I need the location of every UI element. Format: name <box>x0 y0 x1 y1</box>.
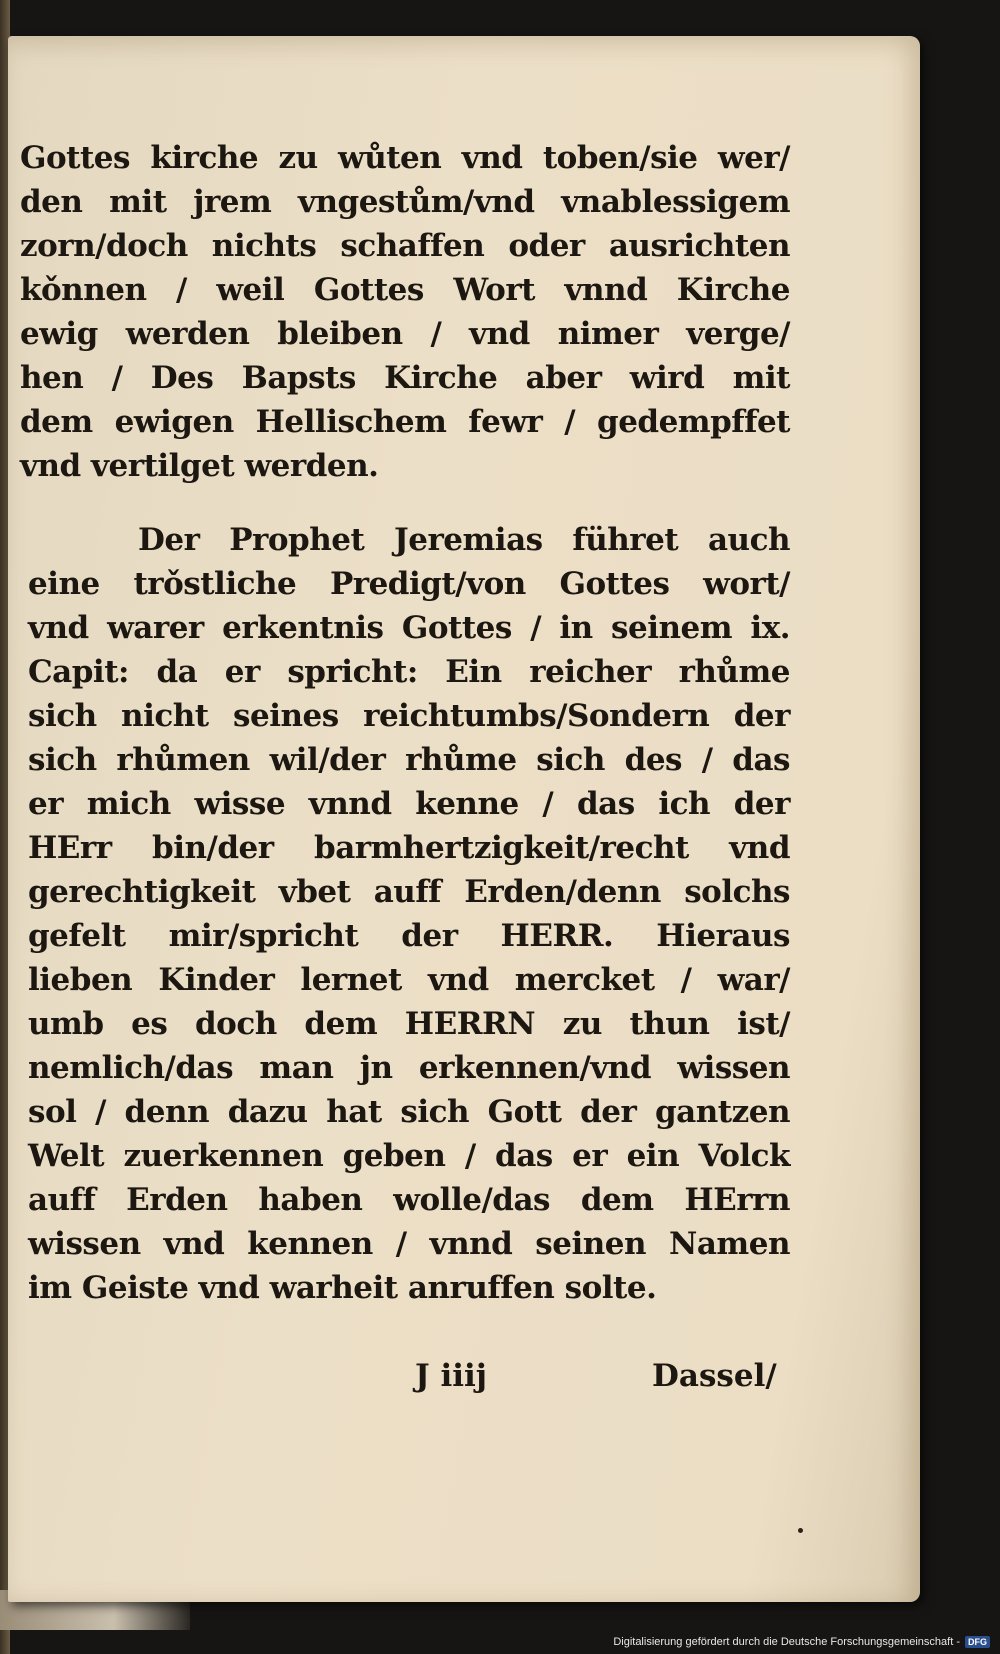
text-line: den mit jrem vngestům/vnd vnablessigem <box>20 184 790 220</box>
page-text <box>20 136 790 1394</box>
paragraph-1 <box>20 136 790 488</box>
dfg-logo-icon: DFG <box>965 1636 990 1648</box>
text-line: er mich wisse vnnd kenne / das ich der <box>28 786 790 822</box>
book-page <box>8 36 920 1602</box>
text-line: HErr bin/der barmhertzigkeit/recht vnd <box>28 830 790 866</box>
text-line: eine trǒstliche Predigt/von Gottes wort/ <box>28 566 790 602</box>
text-line: sich nicht seines reichtumbs/Sondern der <box>28 698 790 734</box>
text-line: Welt zuerkennen geben / das er ein Volck <box>28 1138 790 1174</box>
text-line: gerechtigkeit vbet auff Erden/denn solchs <box>28 874 790 910</box>
text-line: vnd vertilget werden. <box>20 448 379 484</box>
text-line: sol / denn dazu hat sich Gott der gantzen <box>28 1094 790 1130</box>
page-footer <box>20 1358 790 1402</box>
text-line: lieben Kinder lernet vnd mercket / war/ <box>28 962 790 998</box>
text-line: Gottes kirche zu wůten vnd toben/sie wer/ <box>20 140 790 176</box>
text-line: vnd warer erkentnis Gottes / in seinem ix. <box>28 610 790 646</box>
text-line: gefelt mir/spricht der HERR. Hieraus <box>28 918 790 954</box>
text-line: Der Prophet Jeremias führet auch <box>138 522 790 558</box>
text-line: im Geiste vnd warheit anruffen solte. <box>28 1270 657 1306</box>
text-line: ewig werden bleiben / vnd nimer verge/ <box>20 316 790 352</box>
digitization-credit <box>613 1634 990 1650</box>
text-line: sich rhůmen wil/der rhůme sich des / das <box>28 742 790 778</box>
text-line: umb es doch dem HERRN zu thun ist/ <box>28 1006 790 1042</box>
ink-speck <box>798 1528 803 1533</box>
paragraph-gap <box>20 488 790 518</box>
text-line: dem ewigen Hellischem fewr / gedempffet <box>20 404 790 440</box>
text-line: hen / Des Bapsts Kirche aber wird mit <box>20 360 790 396</box>
text-line: auff Erden haben wolle/das dem HErrn <box>28 1182 790 1218</box>
credit-text: Digitalisierung gefördert durch die Deutsche Forschungsgemeinschaft - <box>613 1636 960 1648</box>
paragraph-2 <box>20 518 790 1310</box>
signature-mark: J iiij <box>415 1358 488 1394</box>
text-line: Capit: da er spricht: Ein reicher rhůme <box>28 654 790 690</box>
text-line: nemlich/das man jn erkennen/vnd wissen <box>28 1050 790 1086</box>
text-line: zorn/doch nichts schaffen oder ausrichten <box>20 228 790 264</box>
catchword: Dassel/ <box>652 1358 777 1394</box>
text-line: wissen vnd kennen / vnnd seinen Namen <box>28 1226 790 1262</box>
text-line: kǒnnen / weil Gottes Wort vnnd Kirche <box>20 272 790 308</box>
